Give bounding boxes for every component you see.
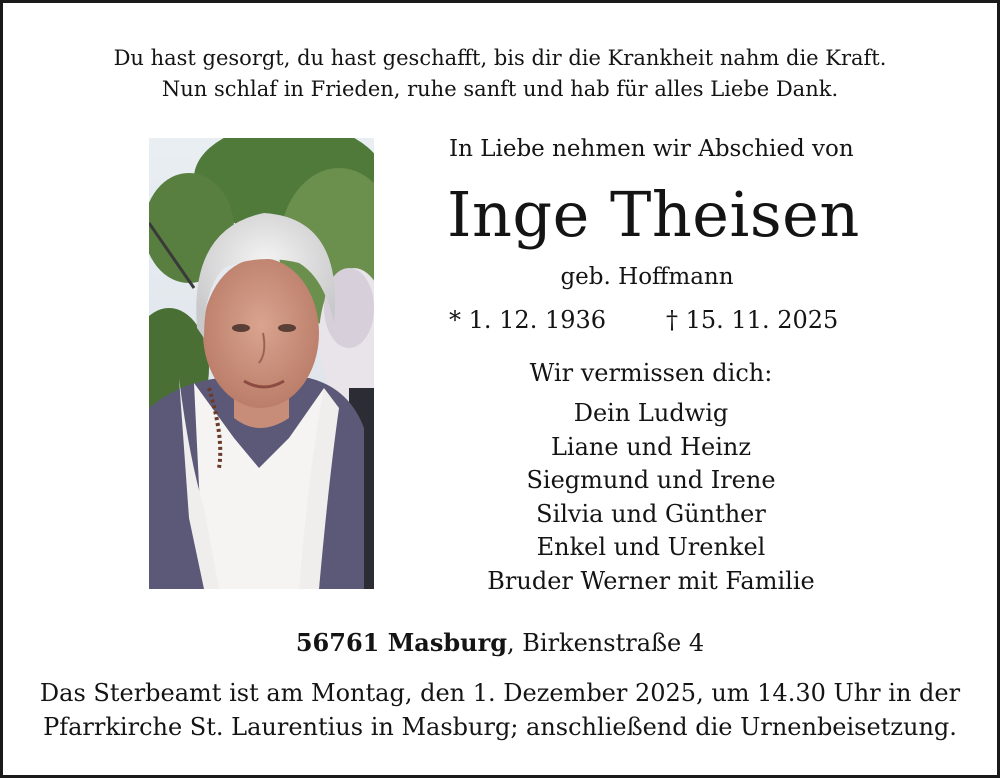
mourner: Liane und Heinz <box>550 432 752 461</box>
mourner: Siegmund und Irene <box>526 466 776 495</box>
service-info <box>3 676 997 744</box>
verse-line-1: Du hast gesorgt, du hast geschafft, bis dir die Krankheit nahm die Kraft. <box>113 46 887 70</box>
we-miss-you: Wir vermissen dich: <box>529 359 773 387</box>
service-line-1: Das Sterbeamt ist am Montag, den 1. Dezember 2025, um 14.30 Uhr in der <box>39 679 961 707</box>
mourners-list <box>449 397 853 599</box>
farewell-intro: In Liebe nehmen wir Abschied von <box>449 136 854 162</box>
mourner: Enkel und Urenkel <box>536 533 766 562</box>
verse <box>3 43 997 105</box>
birth-date: * 1. 12. 1936 <box>449 306 607 334</box>
address-separator: , <box>507 629 515 657</box>
death-date: † 15. 11. 2025 <box>666 306 839 334</box>
address-street: Birkenstraße 4 <box>514 629 705 657</box>
verse-line-2: Nun schlaf in Frieden, ruhe sanft und hab für alles Liebe Dank. <box>161 77 839 101</box>
portrait-photo <box>149 138 374 589</box>
address-postcode-city: 56761 Masburg <box>295 628 507 657</box>
mourner: Dein Ludwig <box>573 399 729 427</box>
maiden-name: geb. Hoffmann <box>560 264 734 290</box>
mourner: Bruder Werner mit Familie <box>487 566 815 595</box>
address <box>3 626 997 660</box>
service-line-2: Pfarrkirche St. Laurentius in Masburg; anschließend die Urnenbeisetzung. <box>43 713 957 741</box>
deceased-name: Inge Theisen <box>447 178 860 251</box>
mourner: Silvia und Günther <box>536 499 766 528</box>
